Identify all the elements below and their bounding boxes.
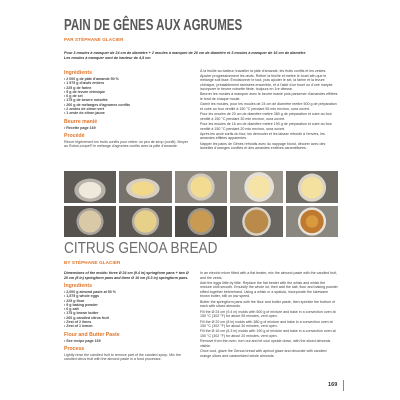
method-paragraph: Beurrer les moules à manquer avec le beurre manié puis parsemer d'amandes effilées le fond de chaque moule. bbox=[200, 92, 338, 101]
ingredient-item: • 225 g de farine bbox=[64, 86, 190, 90]
ingredient-item: • 175 g brown butter bbox=[64, 311, 192, 315]
ingredient-item: • 260 g candied citrus fruit bbox=[64, 316, 192, 320]
author-byline-fr: PAR STÉPHANE GLACIER bbox=[64, 37, 124, 42]
ingredients-list-fr bbox=[64, 77, 190, 116]
step-photo bbox=[119, 171, 171, 203]
ingredient-item: • 2,000 g almond paste at 50 % bbox=[64, 290, 192, 294]
step-photo bbox=[286, 206, 338, 238]
step-photo-grid bbox=[64, 171, 338, 237]
ingredient-item: • 9 g de levure chimique bbox=[64, 90, 190, 94]
ingredients-heading-fr: Ingrédients bbox=[64, 70, 92, 76]
ingredient-item: • Zest of 1 lemon bbox=[64, 324, 192, 328]
mold-yield-fr bbox=[64, 51, 338, 60]
yield-line: Les moules à manquer sont de hauteur de 4,5 cm bbox=[64, 55, 151, 60]
paste-list-fr bbox=[64, 126, 190, 130]
method-column-en bbox=[200, 271, 338, 359]
mold-dimensions-en: Dimensions of the molds: three Ø 24 cm (9.4 in) springform pans + two Ø 20 cm (8 in) springform pans and three Ø 16 cm (6.3 in) springform pans. bbox=[64, 271, 189, 280]
ingredients-list-en bbox=[64, 290, 192, 329]
step-photo bbox=[64, 206, 116, 238]
paste-heading-en: Flour and Butter Paste bbox=[64, 331, 120, 338]
ingredient-item: • 1,575 g whole eggs bbox=[64, 294, 192, 298]
step-photo bbox=[286, 171, 338, 203]
yield-line: Pour 3 moules à manquer de 24 cm de diamètre + 2 moules à manquer de 20 cm de diamètre et 3 moules à manquer de 16 cm de diamètre bbox=[64, 51, 306, 55]
step-photo bbox=[64, 171, 116, 203]
ingredient-item: • Zest of 2 limes bbox=[64, 320, 192, 324]
method-paragraph: Remove from the oven, turn out and let cool upside down, with the sliced almonds visible. bbox=[200, 339, 331, 348]
method-column-fr bbox=[200, 69, 338, 152]
method-paragraph: Butter the springform pans with the flour and butter paste, then sprinkle the bottom of each with sliced almonds. bbox=[200, 299, 336, 309]
recipe-title-en: CITRUS GENOA BREAD bbox=[64, 240, 218, 257]
page-number: 169 bbox=[328, 382, 338, 388]
ingredient-item: • 225 g flour bbox=[64, 299, 192, 303]
method-paragraph: Garnir les moules, pour les moules de 24 cm de diamètre mettre 500 g de préparation et cuire au four ventilé à 150 °C pendant 55 min environ, oura ouvert. bbox=[200, 102, 337, 111]
process-text-en: Lightly rinse the candied fruit to remove part of the candied syrup. Mix the candied citrus fruit with the almond paste in a food processor. bbox=[64, 352, 181, 362]
ingredients-column-fr bbox=[64, 70, 190, 149]
method-paragraph: Fill the Ø 16 cm (6.3 in) molds with 190 g of mixture and bake in a convection oven at 150 °C (302 °F) for about 20 minutes, vent open. bbox=[200, 329, 336, 338]
method-paragraph: Fill the Ø 24 cm (9.4 in) molds with 500 g of mixture and bake in a convection oven at 150 °C (302 °F) for about 55 minutes, vent open. bbox=[200, 309, 336, 319]
step-photo bbox=[119, 206, 171, 238]
method-paragraph: Add the eggs little by little. Replace the flat beater with the whisk and whisk the mixture until smooth. Emulsify the whole lot, then add the salt, flour and baking powder sifted together beforehand. Using a whisk or a spatula, incorporate the lukewarm brown butter, still on low speed. bbox=[200, 280, 338, 299]
method-paragraph: In an electric mixer fitted with a flat beater, mix the almond paste with the candied fruit, and the zests. bbox=[200, 271, 338, 280]
process-heading-fr: Procédé bbox=[64, 132, 85, 139]
ingredients-column-en bbox=[64, 271, 192, 362]
ingredient-item: • 6 g salt bbox=[64, 307, 192, 311]
ingredient-item: • 6 g de sel bbox=[64, 94, 190, 98]
ingredient-item: • 9 g baking powder bbox=[64, 303, 192, 307]
method-paragraph: Après les avoir sortis du four, les démouler et les laisser refroidir à l'envers, les amandes effilées apparentes. bbox=[200, 131, 325, 141]
process-heading-en: Process bbox=[64, 345, 85, 352]
step-photo bbox=[175, 206, 227, 238]
ingredient-item: • 260 g de mélanges d'agrumes confits bbox=[64, 103, 190, 107]
process-text-fr: Rincer légèrement les fruits confits pour retirer un peu de sirop (confit). Broyer au Robot-coupe® le mélange d'agrumes confits avec la pâte d'amande. bbox=[64, 139, 189, 149]
method-paragraph: Napper les pains de Gênes refroidis avec du nappage blond, décorer avec des lamelles d'oranges confites et des amandes entières caramélisées. bbox=[200, 141, 326, 151]
recipe-reference: • Recette page 169 bbox=[64, 126, 190, 130]
recipe-title-fr: PAIN DE GÊNES AUX AGRUMES bbox=[64, 17, 243, 34]
step-photo bbox=[175, 171, 227, 203]
method-paragraph: Fill the Ø 20 cm (8 in) molds with 380 g of mixture and bake in a convection oven at 150 °C (302 °F) for about 30 minutes, vent open. bbox=[200, 319, 333, 329]
method-paragraph: Pour les moules de 16 cm de diamètre mettre 190 g de préparation et cuire au four ventilé à 150 °C pendant 20 min environ, oura ouvert. bbox=[200, 122, 332, 131]
recipe-reference: • See recipe page 169 bbox=[64, 339, 192, 343]
ingredients-heading-en: Ingredients bbox=[64, 283, 92, 289]
paste-list-en bbox=[64, 339, 192, 343]
ingredient-item: • 175 g de beurre noisette bbox=[64, 98, 190, 102]
ingredient-item: • 1 575 g d'œufs entiers bbox=[64, 81, 190, 85]
step-photo bbox=[230, 171, 282, 203]
step-photo bbox=[230, 206, 282, 238]
method-paragraph: À la feuille au batteur, travailler la pâte d'amande, les fruits confits et les zestes. Ajouter progressivement les œufs. Retirer la feuille et mettre le fouet afin que le mélange soit lisse. Émulsionner le tout, puis ajouter le sel, la farine et la levure chimique, préalablement tamisées ensemble, et à l'aide d'un fouet ou d'une maryse incorporer le beurre noisette tiède, toujours en 1re vitesse. bbox=[200, 69, 333, 91]
ingredient-item: • 1 zeste de citron jaune bbox=[64, 111, 190, 115]
page-number-rule bbox=[343, 380, 344, 391]
author-byline-en: BY STÉPHANE GLACIER bbox=[64, 260, 121, 265]
method-paragraph: Pour les moules de 20 cm de diamètre mettre 380 g de préparation et cuire au four ventilé à 150 °C pendant 30 min environ, oura ouvert. bbox=[200, 112, 332, 121]
ingredient-item: • 2 000 g de pâte d'amande 50 % bbox=[64, 77, 190, 81]
ingredient-item: • 2 zestes de citron vert bbox=[64, 107, 190, 111]
paste-heading-fr: Beurre manié bbox=[64, 118, 98, 125]
method-paragraph: Once cool, glaze the Genoa bread with apricot glaze and decorate with candied orange slices and caramelized whole almonds. bbox=[200, 349, 327, 358]
